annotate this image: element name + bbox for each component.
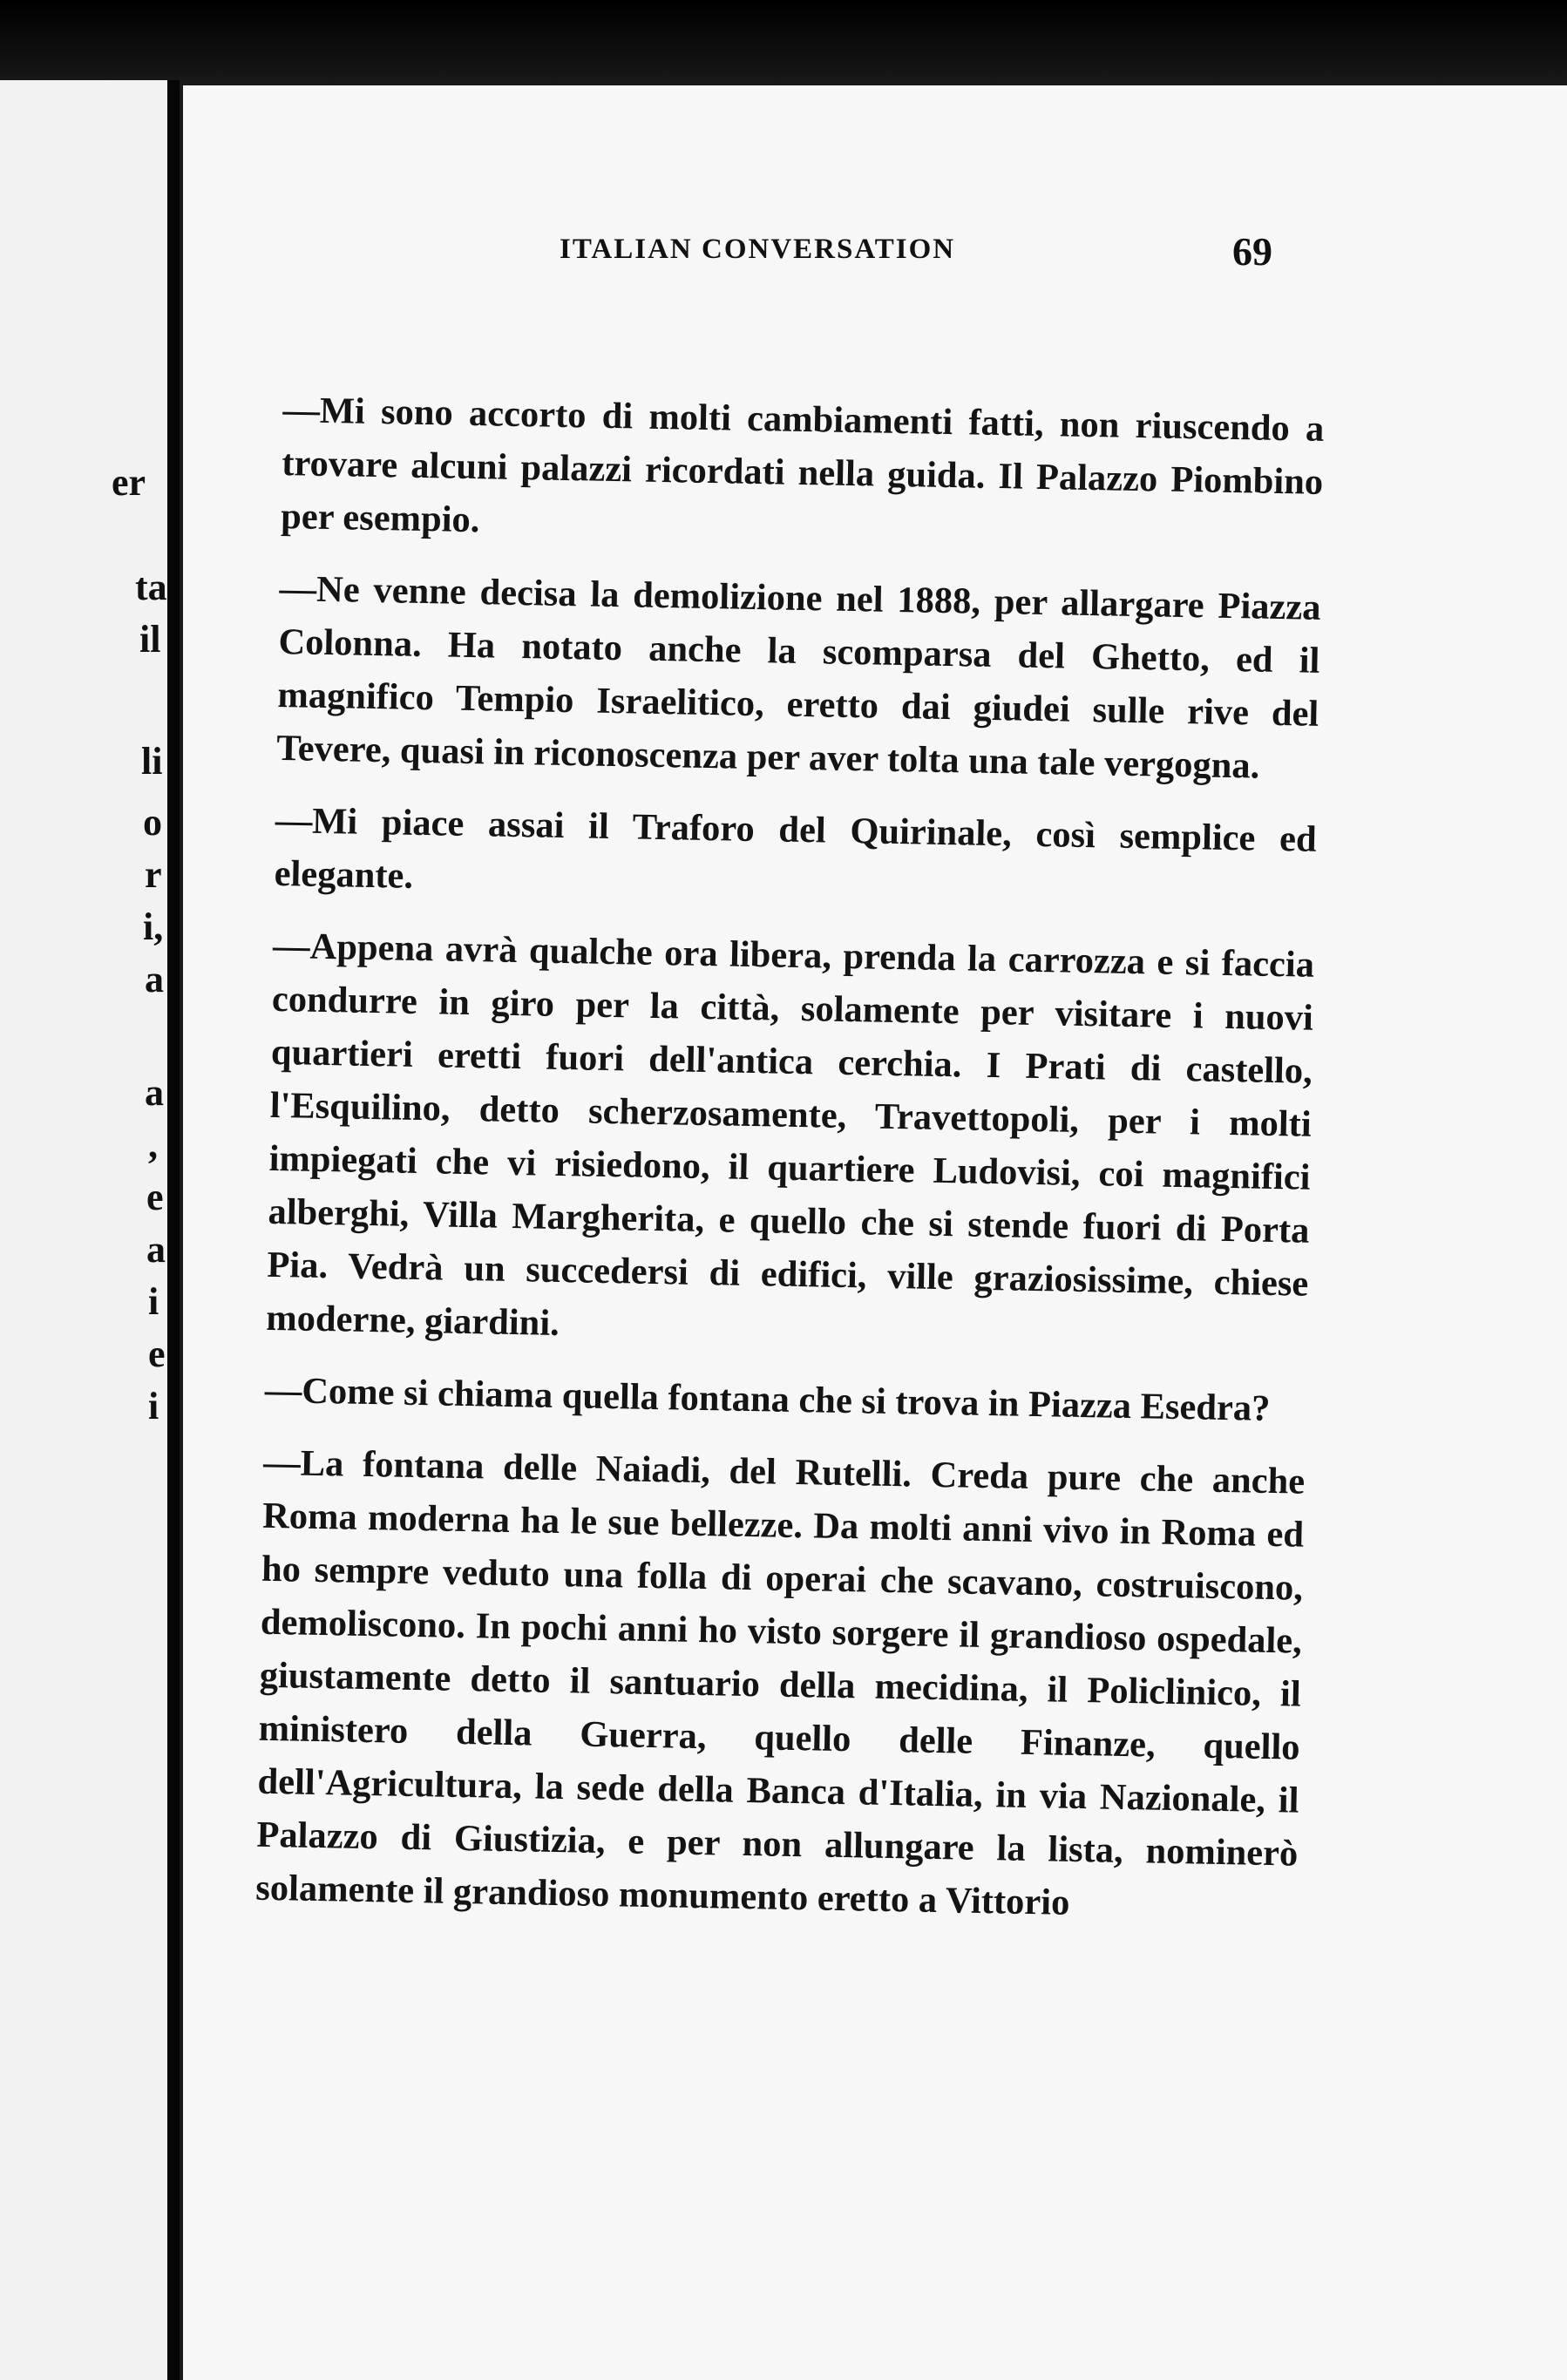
previous-page-fragment: o: [143, 801, 162, 844]
paragraph: —Appena avrà qualche ora libera, prenda la carrozza e si faccia condurre in giro per la città, solamente per visitare i nuovi quartieri eretti fuori dell'antica cerchia. I Prati di castello, l'Esquilino, detto scherzosamente, Travettopoli, per i molti impiegati che vi risiedono, il quartiere Ludovisi, coi magnifici alberghi, Villa Margherita, e quello che si stende fuori di Porta Pia. Vedrà un succedersi di edifici, ville graziosissime, chiese moderne, giardini.: [265, 925, 1315, 1344]
paragraph: —Mi piace assai il Traforo del Quirinale, così semplice ed elegante.: [274, 799, 1318, 897]
paragraph: —Mi sono accorto di molti cambiamenti fatti, non riuscendo a trovare alcuni palazzi ricordati nella guida. Il Palazzo Piombino per esempio.: [280, 389, 1325, 541]
previous-page-fragment: ta: [135, 566, 167, 608]
paragraph: —Ne venne decisa la demolizione nel 1888, per allargare Piazza Colonna. Ha notato anche la scomparsa del Ghetto, ed il magnifico Tempio Israelitico, eretto dai giudei sulle rive del Tevere, quasi in riconoscenza per aver tolta una tale vergogna.: [275, 567, 1321, 787]
previous-page-fragment: a: [145, 1071, 164, 1114]
page-number: 69: [1232, 229, 1272, 274]
page-header: [383, 228, 1272, 298]
previous-page-fragment: i,: [143, 905, 164, 948]
previous-page-fragment: er: [112, 461, 146, 504]
paragraph: —Come si chiama quella fontana che si trova in Piazza Esedra?: [264, 1369, 1271, 1429]
previous-page-fragment: ,: [148, 1123, 158, 1166]
previous-page-edge: [0, 80, 173, 2380]
scan-top-border: [0, 0, 1567, 87]
previous-page-fragment: i: [148, 1385, 159, 1427]
previous-page-fragment: r: [145, 853, 162, 896]
previous-page-fragment: li: [141, 740, 163, 783]
previous-page-fragment: il: [139, 618, 161, 661]
previous-page-fragment: e: [148, 1332, 166, 1375]
previous-page-fragment: a: [146, 1228, 166, 1271]
paragraph: —La fontana delle Naiadi, del Rutelli. Creda pure che anche Roma moderna ha le sue bellezze. Da molti anni vivo in Roma ed ho sempre veduto una folla di operai che scavano, costruiscono, demoliscono. In pochi anni ho visto sorgere il grandioso ospedale, giustamente detto il santuario della mecidina, il Policlinico, il ministero della Guerra, quello delle Finanze, quello dell'Agricultura, la sede della Banca d'Italia, in via Nazionale, il Palazzo di Giustizia, e per non allungare la lista, nominerò solamente il grandioso monumento eretto a Vittorio: [254, 1441, 1306, 1923]
page-body: [255, 383, 1325, 1934]
previous-page-fragment: e: [146, 1176, 164, 1218]
previous-page-fragment: a: [145, 958, 164, 1000]
previous-page-fragment: i: [148, 1280, 159, 1323]
book-gutter: [167, 80, 180, 2380]
running-title: ITALIAN CONVERSATION: [560, 234, 956, 265]
